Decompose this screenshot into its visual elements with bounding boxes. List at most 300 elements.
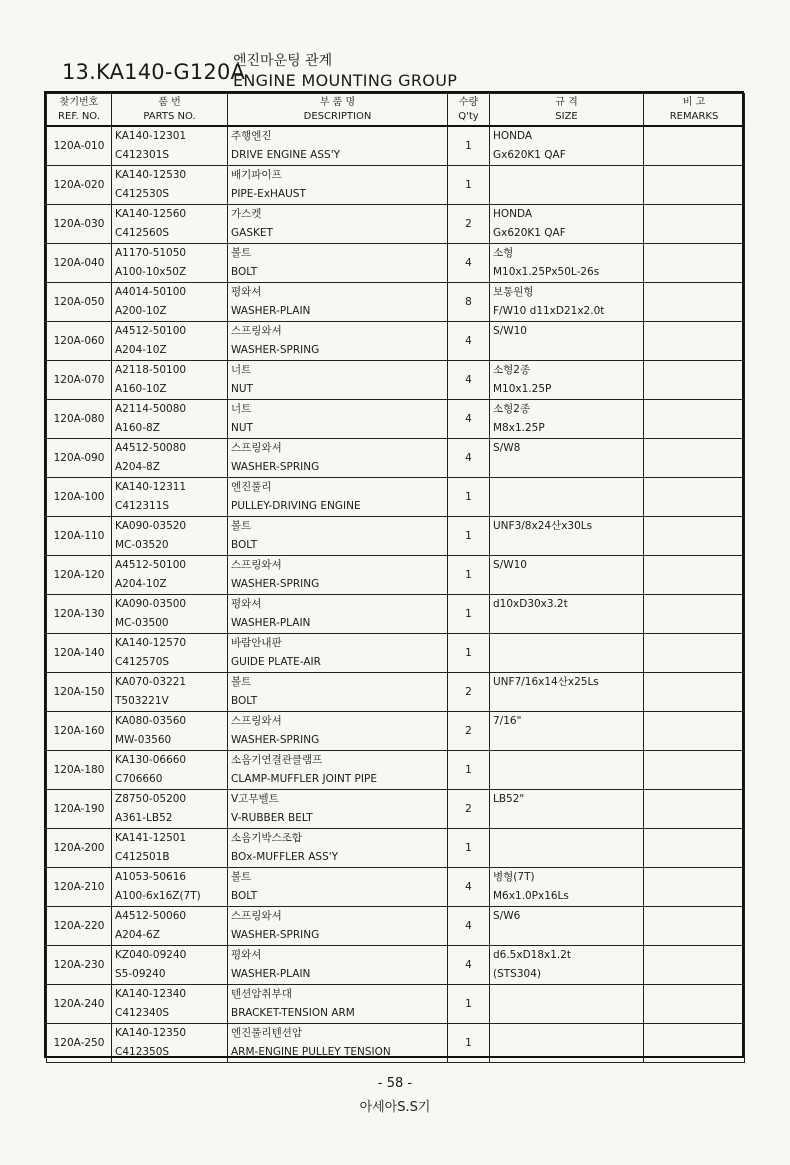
description-english: ARM-ENGINE PULLEY TENSION	[231, 1046, 391, 1058]
remarks	[644, 322, 745, 361]
part-number-primary: A2118-50100	[115, 364, 187, 376]
size	[490, 829, 644, 868]
quantity: 4	[448, 868, 490, 907]
size-line-2	[493, 692, 643, 711]
col-size: 규 격 SIZE	[490, 94, 644, 127]
ref-number: 120A-240	[47, 985, 112, 1024]
table-row	[47, 634, 745, 673]
quantity: 2	[448, 712, 490, 751]
remarks	[644, 361, 745, 400]
description-english: CLAMP-MUFFLER JOINT PIPE	[231, 773, 377, 785]
size	[490, 478, 644, 517]
size-line-2: M8x1.25P	[493, 422, 545, 434]
size-line-1	[493, 634, 643, 653]
part-number-primary: KA140-12570	[115, 637, 187, 649]
description-english: WASHER-SPRING	[231, 929, 320, 941]
size-line-1: S/W10	[493, 325, 527, 337]
description	[228, 439, 448, 478]
part-number-primary: KA140-12350	[115, 1027, 187, 1039]
table-row	[47, 946, 745, 985]
description-korean: 스프링와셔	[231, 559, 282, 571]
page-number: - 58 -	[377, 1076, 413, 1091]
size	[490, 868, 644, 907]
size	[490, 751, 644, 790]
quantity: 1	[448, 829, 490, 868]
description-english: BOLT	[231, 890, 258, 902]
size-line-2	[493, 926, 643, 945]
part-number	[112, 244, 228, 283]
part-number	[112, 361, 228, 400]
size-line-1	[493, 478, 643, 497]
description-korean: 가스켓	[231, 208, 262, 220]
ref-number: 120A-080	[47, 400, 112, 439]
description-korean: 평와셔	[231, 286, 262, 298]
description	[228, 556, 448, 595]
table-row	[47, 829, 745, 868]
ref-number: 120A-110	[47, 517, 112, 556]
table-row	[47, 517, 745, 556]
quantity: 1	[448, 1024, 490, 1063]
description-english: BRACKET-TENSION ARM	[231, 1007, 355, 1019]
size-line-2	[493, 1004, 643, 1023]
ref-number: 120A-020	[47, 166, 112, 205]
part-number	[112, 439, 228, 478]
col-parts: 품 번 PARTS NO.	[112, 94, 228, 127]
part-number-primary: KA140-12530	[115, 169, 187, 181]
description-korean: 볼트	[231, 247, 252, 259]
remarks	[644, 400, 745, 439]
part-number-primary: A4512-50060	[115, 910, 187, 922]
ref-number: 120A-010	[47, 126, 112, 166]
ref-number: 120A-200	[47, 829, 112, 868]
ref-number: 120A-190	[47, 790, 112, 829]
remarks	[644, 205, 745, 244]
part-number-secondary: A100-6x16Z(7T)	[115, 890, 201, 902]
table-row	[47, 868, 745, 907]
table-row	[47, 478, 745, 517]
size	[490, 126, 644, 166]
ref-number: 120A-150	[47, 673, 112, 712]
part-number	[112, 673, 228, 712]
part-number-secondary: A361-LB52	[115, 812, 173, 824]
size	[490, 517, 644, 556]
part-number-secondary: A160-10Z	[115, 383, 167, 395]
description-english: GUIDE PLATE-AIR	[231, 656, 321, 668]
quantity: 2	[448, 790, 490, 829]
description-english: WASHER-SPRING	[231, 578, 320, 590]
part-number	[112, 595, 228, 634]
remarks	[644, 907, 745, 946]
size-line-1: HONDA	[493, 208, 533, 220]
description-korean: 스프링와셔	[231, 715, 282, 727]
col-description: 부 품 명 DESCRIPTION	[228, 94, 448, 127]
part-number-secondary: MW-03560	[115, 734, 172, 746]
ref-number: 120A-120	[47, 556, 112, 595]
quantity: 4	[448, 322, 490, 361]
part-number-secondary: A204-10Z	[115, 578, 167, 590]
size-line-1: 병형(7T)	[493, 871, 535, 883]
ref-number: 120A-070	[47, 361, 112, 400]
size	[490, 907, 644, 946]
description-english: BOLT	[231, 266, 258, 278]
ref-number: 120A-100	[47, 478, 112, 517]
description	[228, 361, 448, 400]
remarks	[644, 751, 745, 790]
ref-number: 120A-230	[47, 946, 112, 985]
table-row	[47, 673, 745, 712]
description	[228, 751, 448, 790]
description-english: BOLT	[231, 539, 258, 551]
remarks	[644, 673, 745, 712]
remarks	[644, 244, 745, 283]
part-number-primary: Z8750-05200	[115, 793, 187, 805]
size-line-2	[493, 848, 643, 867]
part-number	[112, 556, 228, 595]
size-line-1: S/W8	[493, 442, 521, 454]
table-row	[47, 985, 745, 1024]
part-number-secondary: C412301S	[115, 149, 170, 161]
size	[490, 595, 644, 634]
table-row	[47, 1024, 745, 1063]
description-english: BOx-MUFFLER ASS'Y	[231, 851, 339, 863]
size-line-1: 7/16"	[493, 715, 522, 727]
quantity: 4	[448, 946, 490, 985]
description-korean: 볼트	[231, 871, 252, 883]
part-number-secondary: C412570S	[115, 656, 170, 668]
size	[490, 322, 644, 361]
description	[228, 283, 448, 322]
size	[490, 556, 644, 595]
quantity: 2	[448, 673, 490, 712]
size-line-1: 소형2종	[493, 403, 531, 415]
description	[228, 868, 448, 907]
part-number	[112, 205, 228, 244]
ref-number: 120A-050	[47, 283, 112, 322]
quantity: 4	[448, 361, 490, 400]
size-line-1: d10xD30x3.2t	[493, 598, 568, 610]
part-number	[112, 478, 228, 517]
quantity: 1	[448, 751, 490, 790]
part-number	[112, 166, 228, 205]
description-english: DRIVE ENGINE ASS'Y	[231, 149, 340, 161]
title-korean: 엔진마운팅 관계	[233, 53, 333, 69]
table-row	[47, 751, 745, 790]
description-korean: 너트	[231, 364, 252, 376]
table-row	[47, 361, 745, 400]
size	[490, 439, 644, 478]
part-number-primary: KA140-12560	[115, 208, 187, 220]
ref-number: 120A-030	[47, 205, 112, 244]
size-line-2: M6x1.0Px16Ls	[493, 890, 569, 902]
size-line-2	[493, 536, 643, 555]
table-row	[47, 595, 745, 634]
part-number-secondary: MC-03520	[115, 539, 169, 551]
part-number	[112, 985, 228, 1024]
size-line-1: S/W6	[493, 910, 521, 922]
remarks	[644, 478, 745, 517]
size-line-2: M10x1.25Px50L-26s	[493, 266, 600, 278]
part-number-primary: A1170-51050	[115, 247, 187, 259]
description-korean: 엔진풀리	[231, 481, 272, 493]
description	[228, 790, 448, 829]
size-line-1	[493, 985, 643, 1004]
table-row	[47, 907, 745, 946]
table-row	[47, 322, 745, 361]
part-number-primary: A4512-50100	[115, 559, 187, 571]
remarks	[644, 556, 745, 595]
size	[490, 634, 644, 673]
description-korean: 스프링와셔	[231, 325, 282, 337]
description-korean: 텐션암취부대	[231, 988, 292, 1000]
part-number-primary: KA140-12311	[115, 481, 187, 493]
description-english: GASKET	[231, 227, 273, 239]
description-korean: 볼트	[231, 676, 252, 688]
size-line-1: UNF7/16x14산x25Ls	[493, 676, 599, 688]
description-english: V-RUBBER BELT	[231, 812, 313, 824]
part-number-primary: A2114-50080	[115, 403, 187, 415]
description-english: BOLT	[231, 695, 258, 707]
description-english: WASHER-PLAIN	[231, 968, 311, 980]
remarks	[644, 985, 745, 1024]
part-number-primary: A4014-50100	[115, 286, 187, 298]
part-number-primary: KA090-03520	[115, 520, 187, 532]
description-korean: 볼트	[231, 520, 252, 532]
ref-number: 120A-180	[47, 751, 112, 790]
size-line-2	[493, 653, 643, 672]
description-english: WASHER-SPRING	[231, 344, 320, 356]
description-korean: 평와셔	[231, 598, 262, 610]
size	[490, 1024, 644, 1063]
quantity: 4	[448, 244, 490, 283]
description	[228, 985, 448, 1024]
description	[228, 322, 448, 361]
quantity: 1	[448, 556, 490, 595]
size-line-2	[493, 497, 643, 516]
remarks	[644, 517, 745, 556]
description-korean: 배기파이프	[231, 169, 282, 181]
quantity: 1	[448, 985, 490, 1024]
description-korean: V고무벨트	[231, 793, 279, 805]
remarks	[644, 595, 745, 634]
size	[490, 673, 644, 712]
remarks	[644, 166, 745, 205]
part-number	[112, 283, 228, 322]
remarks	[644, 946, 745, 985]
quantity: 1	[448, 634, 490, 673]
part-number-secondary: A200-10Z	[115, 305, 167, 317]
description	[228, 400, 448, 439]
size	[490, 166, 644, 205]
ref-number: 120A-060	[47, 322, 112, 361]
size-line-2	[493, 731, 643, 750]
part-number-secondary: C412560S	[115, 227, 170, 239]
remarks	[644, 283, 745, 322]
description	[228, 517, 448, 556]
size-line-2: F/W10 d11xD21x2.0t	[493, 305, 605, 317]
ref-number: 120A-220	[47, 907, 112, 946]
remarks	[644, 829, 745, 868]
ref-number: 120A-160	[47, 712, 112, 751]
table-row	[47, 400, 745, 439]
description-korean: 소음기박스조합	[231, 832, 303, 844]
description-korean: 스프링와셔	[231, 910, 282, 922]
description-english: WASHER-PLAIN	[231, 617, 311, 629]
col-qty: 수량 Q'ty	[448, 94, 490, 127]
part-number-primary: KA080-03560	[115, 715, 187, 727]
remarks	[644, 634, 745, 673]
remarks	[644, 868, 745, 907]
description-english: WASHER-SPRING	[231, 734, 320, 746]
remarks	[644, 126, 745, 166]
description	[228, 126, 448, 166]
section-code: 13.KA140-G120A	[62, 60, 246, 84]
description	[228, 712, 448, 751]
size-line-1: HONDA	[493, 130, 533, 142]
description	[228, 166, 448, 205]
quantity: 1	[448, 517, 490, 556]
size-line-1: 소형	[493, 247, 514, 259]
ref-number: 120A-090	[47, 439, 112, 478]
size	[490, 361, 644, 400]
description-english: WASHER-SPRING	[231, 461, 320, 473]
parts-table	[46, 93, 745, 1063]
size-line-1: S/W10	[493, 559, 527, 571]
size-line-1	[493, 829, 643, 848]
description	[228, 205, 448, 244]
size-line-1	[493, 751, 643, 770]
part-number-secondary: C412311S	[115, 500, 170, 512]
table-row	[47, 712, 745, 751]
size-line-2	[493, 185, 643, 204]
part-number	[112, 946, 228, 985]
size-line-1	[493, 166, 643, 185]
quantity: 4	[448, 907, 490, 946]
part-number	[112, 751, 228, 790]
ref-number: 120A-140	[47, 634, 112, 673]
size-line-2: M10x1.25P	[493, 383, 552, 395]
remarks	[644, 712, 745, 751]
size-line-2	[493, 575, 643, 594]
description-korean: 주행엔진	[231, 130, 272, 142]
part-number-primary: A4512-50080	[115, 442, 187, 454]
col-remarks: 비 고 REMARKS	[644, 94, 745, 127]
ref-number: 120A-210	[47, 868, 112, 907]
col-ref: 찾기번호 REF. NO.	[47, 94, 112, 127]
description-english: NUT	[231, 422, 253, 434]
description-korean: 소음기연결관클램프	[231, 754, 323, 766]
ref-number: 120A-250	[47, 1024, 112, 1063]
description	[228, 1024, 448, 1063]
part-number-secondary: A204-6Z	[115, 929, 160, 941]
quantity: 4	[448, 439, 490, 478]
part-number	[112, 868, 228, 907]
part-number-primary: KA070-03221	[115, 676, 187, 688]
part-number	[112, 517, 228, 556]
part-number	[112, 400, 228, 439]
part-number	[112, 1024, 228, 1063]
description-english: WASHER-PLAIN	[231, 305, 311, 317]
ref-number: 120A-130	[47, 595, 112, 634]
size-line-2	[493, 614, 643, 633]
description-korean: 평와셔	[231, 949, 262, 961]
quantity: 1	[448, 595, 490, 634]
size	[490, 790, 644, 829]
size	[490, 283, 644, 322]
size	[490, 985, 644, 1024]
table-row	[47, 556, 745, 595]
size-line-1: LB52"	[493, 793, 525, 805]
description	[228, 244, 448, 283]
size-line-2	[493, 1043, 643, 1062]
description	[228, 829, 448, 868]
size-line-1	[493, 1024, 643, 1043]
description-korean: 스프링와셔	[231, 442, 282, 454]
brand-name: 아세아S.S기	[359, 1100, 431, 1115]
part-number-primary: KA140-12301	[115, 130, 187, 142]
size	[490, 946, 644, 985]
part-number-secondary: A204-8Z	[115, 461, 160, 473]
part-number-secondary: A204-10Z	[115, 344, 167, 356]
size-line-2	[493, 770, 643, 789]
part-number-secondary: MC-03500	[115, 617, 169, 629]
table-row	[47, 439, 745, 478]
description-korean: 너트	[231, 403, 252, 415]
title-english: ENGINE MOUNTING GROUP	[233, 71, 458, 90]
size	[490, 205, 644, 244]
description	[228, 946, 448, 985]
ref-number: 120A-040	[47, 244, 112, 283]
remarks	[644, 439, 745, 478]
quantity: 1	[448, 126, 490, 166]
table-body	[47, 126, 745, 1063]
size	[490, 712, 644, 751]
size-line-2: Gx620K1 QAF	[493, 149, 566, 161]
size-line-1: 소형2종	[493, 364, 531, 376]
part-number	[112, 322, 228, 361]
size-line-2: (STS304)	[493, 968, 541, 980]
size-line-2: Gx620K1 QAF	[493, 227, 566, 239]
part-number	[112, 634, 228, 673]
part-number-secondary: A160-8Z	[115, 422, 160, 434]
description	[228, 673, 448, 712]
quantity: 1	[448, 478, 490, 517]
remarks	[644, 1024, 745, 1063]
table-row	[47, 790, 745, 829]
part-number-primary: KA130-06660	[115, 754, 187, 766]
description-english: PULLEY-DRIVING ENGINE	[231, 500, 361, 512]
part-number-primary: KZ040-09240	[115, 949, 187, 961]
part-number	[112, 712, 228, 751]
part-number-primary: KA140-12340	[115, 988, 187, 1000]
size-line-2	[493, 341, 643, 360]
table-header	[47, 94, 745, 127]
table-row	[47, 205, 745, 244]
quantity: 2	[448, 205, 490, 244]
part-number-secondary: C412530S	[115, 188, 170, 200]
size-line-1: 보통원형	[493, 286, 534, 298]
description	[228, 478, 448, 517]
description-korean: 바람안내판	[231, 637, 282, 649]
part-number-secondary: S5-09240	[115, 968, 166, 980]
part-number-secondary: C412340S	[115, 1007, 170, 1019]
part-number-primary: A4512-50100	[115, 325, 187, 337]
size-line-2	[493, 458, 643, 477]
size	[490, 400, 644, 439]
part-number	[112, 790, 228, 829]
table-row	[47, 244, 745, 283]
table-row	[47, 166, 745, 205]
table-row	[47, 126, 745, 166]
